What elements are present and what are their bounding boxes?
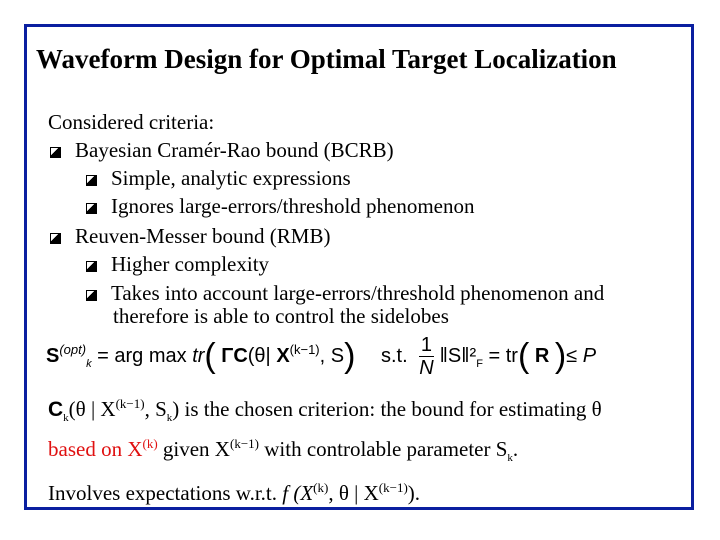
checkbox-bullet-icon <box>50 147 61 158</box>
checkbox-bullet-icon <box>86 203 97 214</box>
checkbox-bullet-icon <box>86 175 97 186</box>
list-item: Simple, analytic expressions <box>86 166 351 191</box>
optimization-equation: $S^{(opt)}_k$ = arg max tr( ΓC(θ| $X^{(k-1)}$, S) s.t. $\frac{1}{N}$ $‖S‖^2_F = tr$( R )≤ P <box>46 334 597 379</box>
expectation-line: Involves expectations w.r.t. f ($X^{(k)}$, θ | $X^{(k-1)}$). <box>48 480 421 505</box>
list-item: Bayesian Cramér-Rao bound (BCRB) <box>50 138 394 163</box>
list-item-continuation: therefore is able to control the sidelobes <box>113 304 449 328</box>
checkbox-bullet-icon <box>50 233 61 244</box>
conditioning-line: based on $X^{(k)}$ given $X^{(k-1)}$ with controlable parameter $S_k$. <box>48 436 519 465</box>
checkbox-bullet-icon <box>86 290 97 301</box>
slide-title: Waveform Design for Optimal Target Localization <box>36 44 617 74</box>
list-item: Takes into account large-errors/threshold phenomenon and <box>86 281 604 306</box>
criteria-intro: Considered criteria: <box>48 110 215 134</box>
criterion-line: $C_k(\theta$ | $X^{(k-1)}$, $S_k$) is the chosen criterion: the bound for estimating θ <box>48 396 602 425</box>
list-item: Reuven-Messer bound (RMB) <box>50 224 330 249</box>
list-item: Higher complexity <box>86 252 269 277</box>
list-item: Ignores large-errors/threshold phenomenon <box>86 194 475 219</box>
checkbox-bullet-icon <box>86 261 97 272</box>
